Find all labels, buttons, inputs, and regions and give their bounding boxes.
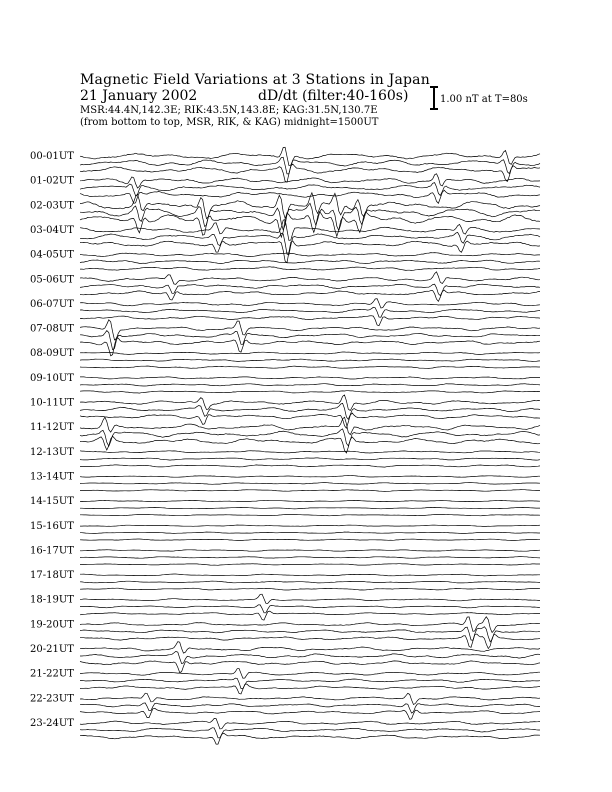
trace-line (80, 307, 540, 317)
trace-line (80, 550, 540, 552)
trace-line (80, 203, 540, 230)
trace-line (80, 260, 540, 264)
trace-line (80, 147, 540, 165)
trace-line (80, 678, 540, 689)
trace-line (80, 429, 540, 446)
trace-line (80, 525, 540, 526)
trace-line (80, 718, 540, 729)
trace-line (80, 253, 540, 257)
scale-label: 1.00 nT at T=80s (440, 94, 528, 105)
hour-label: 15-16UT (30, 520, 74, 532)
trace-line (80, 693, 540, 704)
hour-label: 18-19UT (30, 594, 74, 606)
trace-line (80, 661, 540, 673)
trace-line (80, 174, 540, 188)
trace-line (80, 490, 540, 492)
hour-label: 13-14UT (30, 471, 74, 483)
trace-line (80, 352, 540, 354)
trace-line (80, 684, 540, 694)
trace-line (80, 557, 540, 559)
trace-line (80, 267, 540, 271)
station-order-note: (from bottom to top, MSR, RIK, & KAG) midnight=1500UT (80, 117, 379, 128)
trace-line (80, 627, 540, 642)
trace-line (80, 403, 540, 419)
trace-line (80, 316, 540, 326)
hour-label: 17-18UT (30, 570, 74, 582)
hour-label: 11-12UT (30, 422, 74, 434)
trace-line (80, 605, 540, 613)
trace-line (80, 564, 540, 566)
hour-label: 23-24UT (30, 717, 74, 729)
trace-line (80, 574, 540, 576)
hour-label: 12-13UT (30, 446, 74, 458)
trace-line (80, 483, 540, 485)
hour-label: 01-02UT (30, 175, 74, 187)
trace-line (80, 241, 540, 263)
trace-line (80, 395, 540, 411)
trace-line (80, 515, 540, 516)
hour-label: 19-20UT (30, 619, 74, 631)
hour-label: 00-01UT (30, 151, 74, 162)
trace-line (80, 436, 540, 453)
trace-line (80, 391, 540, 393)
trace-line (80, 272, 540, 285)
chart-title: Magnetic Field Variations at 3 Stations in Japan (80, 72, 430, 88)
hour-label: 10-11UT (30, 397, 74, 409)
trace-line (80, 507, 540, 509)
trace-line (80, 331, 540, 350)
trace-line (80, 384, 540, 386)
trace-line (80, 451, 540, 453)
trace-line (80, 366, 540, 368)
hour-label: 08-09UT (30, 348, 74, 360)
trace-line (80, 417, 540, 434)
hour-label: 21-22UT (30, 668, 74, 680)
hour-label: 22-23UT (30, 693, 74, 705)
hour-label: 16-17UT (30, 545, 74, 557)
trace-line (80, 359, 540, 361)
trace-line (80, 588, 540, 590)
trace-line (80, 617, 540, 633)
trace-line (80, 501, 540, 502)
trace-line (80, 465, 540, 467)
hour-label: 04-05UT (30, 249, 74, 261)
hour-label: 03-04UT (30, 224, 74, 236)
hour-label: 05-06UT (30, 274, 74, 286)
chart-date: 21 January 2002 (80, 88, 198, 104)
trace-line (80, 532, 540, 534)
station-coordinates: MSR:44.4N,142.3E; RIK:43.5N,143.8E; KAG:31.5N,130.7E (80, 105, 378, 116)
trace-line (80, 212, 540, 238)
trace-line (80, 611, 540, 620)
hour-label: 06-07UT (30, 298, 74, 310)
hour-label: 02-03UT (30, 200, 74, 212)
trace-line (80, 581, 540, 583)
trace-line (80, 733, 540, 744)
trace-line (80, 193, 540, 219)
trace-line (80, 377, 540, 379)
trace-line (80, 539, 540, 541)
trace-line (80, 594, 540, 603)
hour-label: 09-10UT (30, 372, 74, 384)
hour-label: 07-08UT (30, 323, 74, 335)
trace-line (80, 476, 540, 478)
trace-line (80, 634, 540, 649)
trace-line (80, 299, 540, 308)
hour-label: 20-21UT (30, 644, 74, 655)
trace-line (80, 290, 540, 301)
trace-line (80, 220, 540, 241)
chart-quantity: dD/dt (filter:40-160s) (258, 88, 409, 104)
trace-line (80, 458, 540, 460)
hour-label: 14-15UT (30, 496, 74, 508)
trace-line (80, 669, 540, 679)
